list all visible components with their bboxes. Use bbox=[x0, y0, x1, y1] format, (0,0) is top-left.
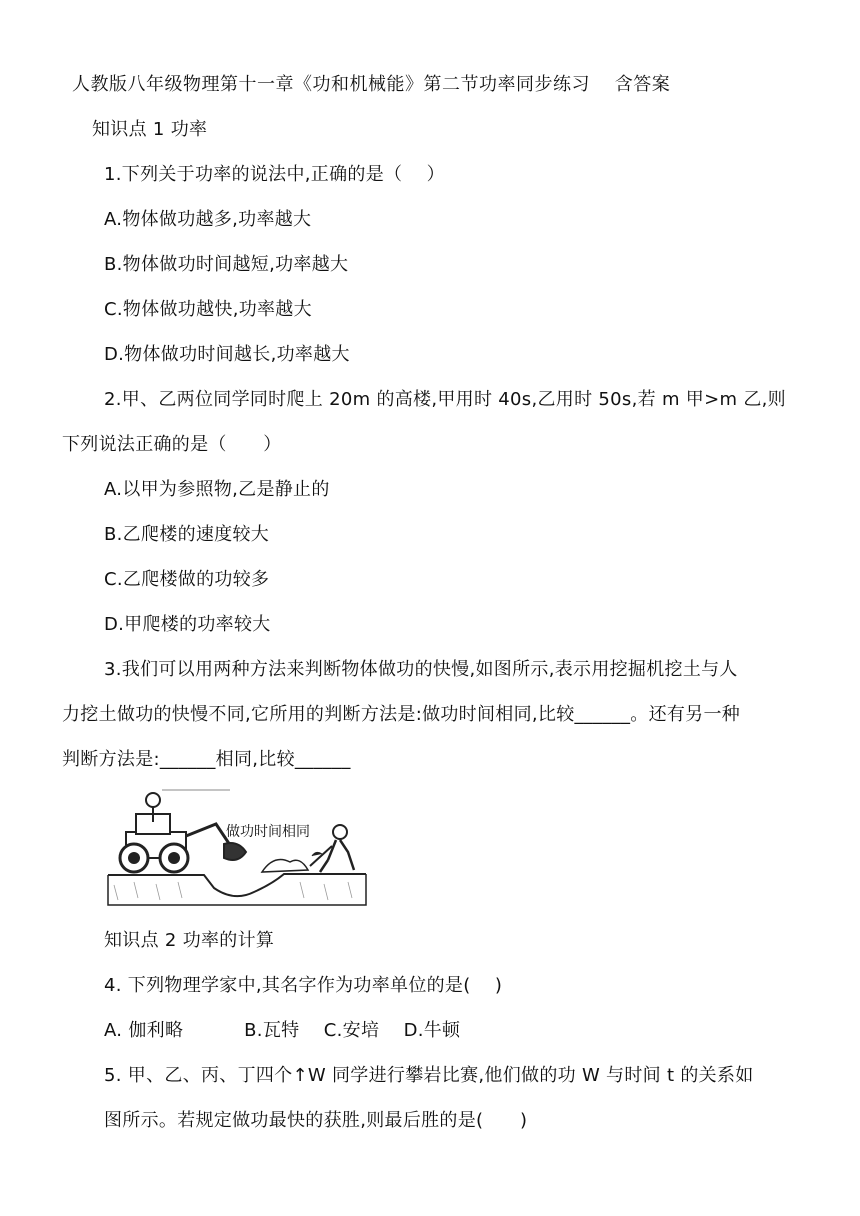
question-2-stem-line-1: 2.甲、乙两位同学同时爬上 20m 的高楼,甲用时 40s,乙用时 50s,若 m 甲>m 乙,则 bbox=[104, 389, 786, 410]
excavator-bucket bbox=[224, 843, 246, 860]
question-1-stem: 1.下列关于功率的说法中,正确的是（ ） bbox=[104, 164, 445, 185]
question-3-line-1: 3.我们可以用两种方法来判断物体做功的快慢,如图所示,表示用挖掘机挖土与人 bbox=[104, 659, 738, 680]
figure-illustration bbox=[104, 780, 370, 910]
question-1-option-a: A.物体做功越多,功率越大 bbox=[104, 209, 312, 230]
question-4-stem: 4. 下列物理学家中,其名字作为功率单位的是( ) bbox=[104, 975, 503, 996]
ground-block bbox=[108, 874, 366, 905]
ground-hatching bbox=[114, 882, 352, 900]
question-2-option-d: D.甲爬楼的功率较大 bbox=[104, 614, 271, 635]
section-heading-2: 知识点 2 功率的计算 bbox=[104, 930, 275, 951]
question-3-line-2: 力挖土做功的快慢不同,它所用的判断方法是:做功时间相同,比较______。还有另一种 bbox=[62, 704, 741, 725]
question-3-line-3: 判断方法是:______相同,比较______ bbox=[62, 749, 351, 770]
wheel-hub-rear bbox=[128, 852, 140, 864]
question-2-stem-line-2: 下列说法正确的是（ ） bbox=[62, 434, 282, 455]
question-1-option-d: D.物体做功时间越长,功率越大 bbox=[104, 344, 350, 365]
question-1-option-b: B.物体做功时间越短,功率越大 bbox=[104, 254, 349, 275]
ground-line bbox=[108, 874, 366, 896]
worker-head bbox=[333, 825, 347, 839]
excavator-vs-digger-figure bbox=[104, 780, 370, 910]
question-2-option-c: C.乙爬楼做的功较多 bbox=[104, 569, 270, 590]
dirt-pile bbox=[262, 860, 308, 872]
question-5-line-2: 图所示。若规定做功最快的获胜,则最后胜的是( ) bbox=[104, 1110, 528, 1131]
worker-body bbox=[320, 840, 354, 872]
figure-caption: 做功时间相同 bbox=[226, 824, 310, 840]
wheel-hub-front bbox=[168, 852, 180, 864]
section-heading-1: 知识点 1 功率 bbox=[92, 119, 208, 140]
operator-head bbox=[146, 793, 160, 807]
question-5-line-1: 5. 甲、乙、丙、丁四个↑W 同学进行攀岩比赛,他们做的功 W 与时间 t 的关系如 bbox=[104, 1065, 754, 1086]
question-2-option-a: A.以甲为参照物,乙是静止的 bbox=[104, 479, 330, 500]
question-4-options: A. 伽利略 B.瓦特 C.安培 D.牛顿 bbox=[104, 1020, 461, 1041]
document-title: 人教版八年级物理第十一章《功和机械能》第二节功率同步练习 含答案 bbox=[72, 74, 671, 95]
question-1-option-c: C.物体做功越快,功率越大 bbox=[104, 299, 312, 320]
question-2-option-b: B.乙爬楼的速度较大 bbox=[104, 524, 270, 545]
